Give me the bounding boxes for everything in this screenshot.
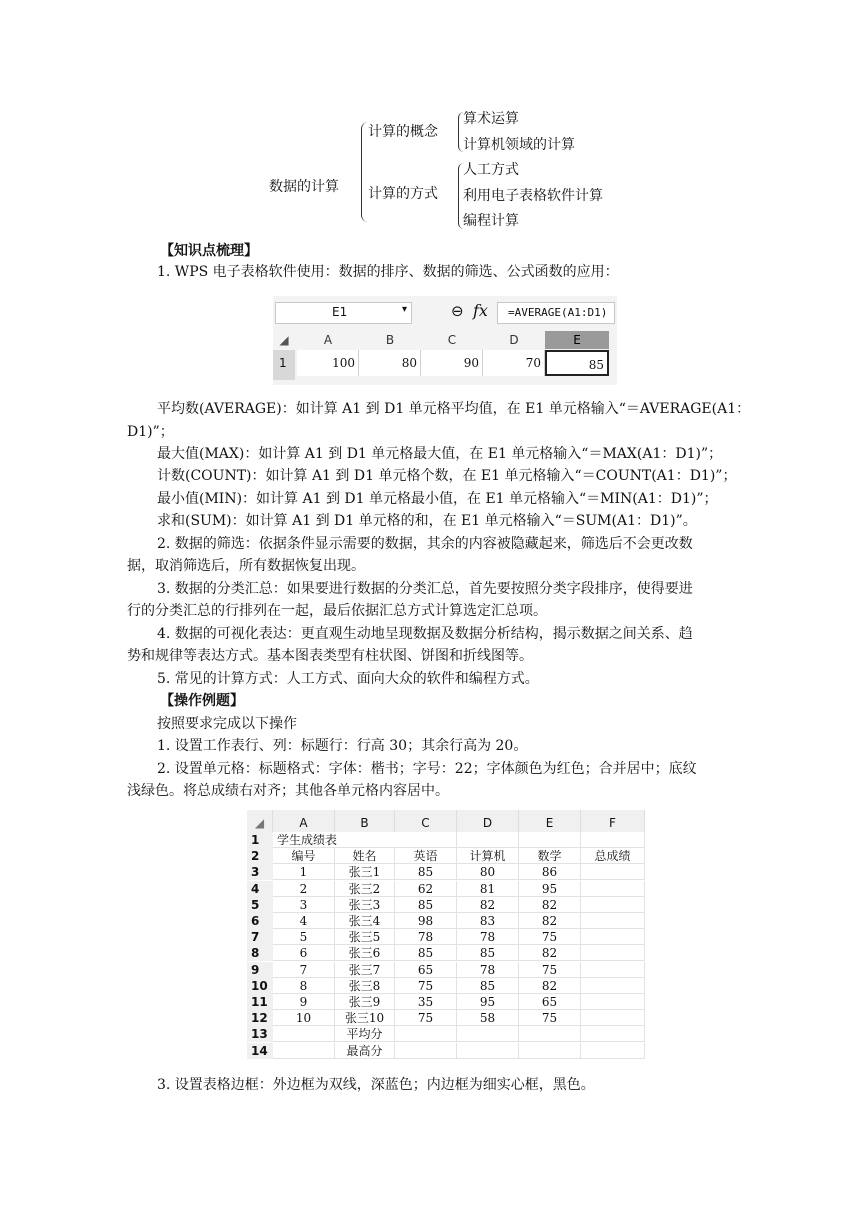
paragraph: 计数(COUNT)：如计算 A1 到 D1 单元格个数，在 E1 单元格输入“＝COUNT(A1：D1)”； [157,468,737,484]
table-cell[interactable]: 95 [519,881,581,897]
table-cell[interactable]: 85 [395,897,457,913]
column-header[interactable]: B [385,333,395,347]
function-icon[interactable]: fx [473,301,488,320]
table-cell[interactable]: 6 [273,945,335,961]
table-cell[interactable]: 78 [457,962,519,978]
table-cell[interactable] [581,913,645,929]
table-cell[interactable]: 85 [457,978,519,994]
max-label-cell[interactable]: 最高分 [335,1043,395,1059]
column-header[interactable]: A [273,810,335,832]
table-cell[interactable]: 75 [519,929,581,945]
paragraph: 2. 设置单元格：标题格式：字体：楷书；字号：22；字体颜色为红色；合并居中；底纹 [157,761,697,777]
empty-cell[interactable] [581,1026,645,1042]
row-header[interactable]: 11 [247,994,273,1010]
row-header[interactable]: 3 [247,864,273,880]
table-cell[interactable]: 62 [395,881,457,897]
empty-cell[interactable] [457,1026,519,1042]
table-cell[interactable] [581,897,645,913]
paragraph: 求和(SUM)：如计算 A1 到 D1 单元格的和，在 E1 单元格输入“＝SUM(A1：D1)”。 [157,513,697,529]
section-title-knowledge: 【知识点梳理】 [160,243,258,259]
table-cell[interactable]: 75 [519,1010,581,1026]
table-cell[interactable]: 81 [457,881,519,897]
table-cell[interactable]: 3 [273,897,335,913]
table-cell[interactable]: 82 [519,978,581,994]
mindmap-item: 算术运算 [463,111,519,127]
average-label-cell[interactable]: 平均分 [335,1026,395,1042]
paragraph: 3. 数据的分类汇总：如果要进行数据的分类汇总，首先要按照分类字段排序，使得要进 [157,581,693,597]
section-title-operation: 【操作例题】 [160,693,244,709]
row-header[interactable]: 7 [247,929,273,945]
empty-cell[interactable] [273,1043,335,1059]
empty-cell[interactable] [457,832,519,848]
table-cell[interactable]: 82 [519,945,581,961]
mindmap-item: 人工方式 [463,162,519,178]
mindmap-branch-method: 计算的方式 [368,186,438,202]
paragraph: D1)”； [127,424,174,440]
table-cell[interactable]: 张三8 [335,978,395,994]
table-cell[interactable]: 83 [457,913,519,929]
name-box[interactable] [275,302,412,324]
table-cell[interactable]: 82 [519,897,581,913]
table-cell[interactable] [581,929,645,945]
empty-cell[interactable] [273,1026,335,1042]
row-header[interactable]: 6 [247,913,273,929]
table-cell[interactable]: 75 [395,978,457,994]
table-cell[interactable]: 35 [395,994,457,1010]
spreadsheet-screenshot-2 [247,810,645,1066]
table-cell[interactable]: 1 [273,864,335,880]
column-header[interactable]: A [323,333,333,347]
column-header[interactable]: B [335,810,395,832]
paragraph: 平均数(AVERAGE)：如计算 A1 到 D1 单元格平均值，在 E1 单元格输入“＝AVERAGE(A1： [157,401,751,417]
table-cell[interactable]: 86 [519,864,581,880]
table-cell[interactable]: 张三10 [335,1010,395,1026]
table-cell[interactable]: 82 [457,897,519,913]
empty-cell[interactable] [395,832,457,848]
cell-e1[interactable]: 85 [545,350,609,376]
row-header[interactable]: 14 [247,1043,273,1059]
table-cell[interactable]: 78 [395,929,457,945]
column-header[interactable]: E [519,810,581,832]
table-cell[interactable]: 8 [273,978,335,994]
row-header[interactable]: 12 [247,1010,273,1026]
table-cell[interactable]: 2 [273,881,335,897]
table-cell[interactable]: 张三1 [335,864,395,880]
row-header[interactable]: 4 [247,881,273,897]
cell-b1[interactable]: 80 [359,350,421,376]
column-header[interactable]: E [545,331,609,349]
table-cell[interactable]: 7 [273,962,335,978]
table-cell[interactable]: 75 [395,1010,457,1026]
header-cell[interactable]: 计算机 [457,848,519,864]
formula-text: =AVERAGE(A1:D1) [508,306,608,319]
table-cell[interactable]: 65 [519,994,581,1010]
header-cell[interactable]: 编号 [273,848,335,864]
name-box-value: E1 [332,305,348,319]
empty-cell[interactable] [519,832,581,848]
header-cell[interactable]: 数学 [519,848,581,864]
paragraph: 5. 常见的计算方式：人工方式、面向大众的软件和编程方式。 [157,671,539,687]
table-cell[interactable] [581,945,645,961]
table-cell[interactable]: 张三2 [335,881,395,897]
header-cell[interactable]: 总成绩 [581,848,645,864]
row-header[interactable]: 2 [247,848,273,864]
table-cell[interactable]: 张三7 [335,962,395,978]
mindmap-item: 计算机领域的计算 [463,137,575,153]
sheet-title-cell[interactable]: 学生成绩表 [273,832,397,848]
mindmap-root-brace [361,122,368,222]
paragraph: 最小值(MIN)：如计算 A1 到 D1 单元格最小值，在 E1 单元格输入“＝MIN(A1：D1)”； [157,491,718,507]
table-cell[interactable]: 张三9 [335,994,395,1010]
empty-cell[interactable] [581,832,645,848]
table-cell[interactable] [581,1010,645,1026]
empty-cell[interactable] [519,1026,581,1042]
table-cell[interactable] [581,962,645,978]
empty-cell[interactable] [581,1043,645,1059]
empty-cell[interactable] [395,1026,457,1042]
paragraph: 3. 设置表格边框：外边框为双线，深蓝色；内边框为细实心框，黑色。 [157,1077,595,1093]
table-cell[interactable]: 85 [457,945,519,961]
row-header[interactable]: 8 [247,945,273,961]
table-cell[interactable]: 4 [273,913,335,929]
row-header[interactable]: 5 [247,897,273,913]
paragraph: 据，取消筛选后，所有数据恢复出现。 [127,558,365,574]
row-header[interactable]: 9 [247,962,273,978]
select-all-corner[interactable]: ◢ [279,333,289,347]
mindmap-branch-concept: 计算的概念 [368,124,438,140]
select-all-corner[interactable]: ◢ [247,810,273,832]
paragraph: 按照要求完成以下操作 [157,716,297,732]
table-cell[interactable]: 9 [273,994,335,1010]
column-header[interactable]: F [581,810,645,832]
row-header[interactable]: 13 [247,1026,273,1042]
header-cell[interactable]: 英语 [395,848,457,864]
table-cell[interactable] [581,864,645,880]
chevron-down-icon[interactable]: ▾ [401,304,407,315]
table-cell[interactable]: 5 [273,929,335,945]
cell-a1[interactable]: 100 [297,350,359,376]
empty-cell[interactable] [519,1043,581,1059]
paragraph: 2. 数据的筛选：依据条件显示需要的数据，其余的内容被隐藏起来，筛选后不会更改数 [157,536,693,552]
table-cell[interactable]: 张三3 [335,897,395,913]
empty-cell[interactable] [395,1043,457,1059]
paragraph: 最大值(MAX)：如计算 A1 到 D1 单元格最大值，在 E1 单元格输入“＝MAX(A1：D1)”； [157,446,723,462]
table-cell[interactable]: 98 [395,913,457,929]
table-cell[interactable]: 80 [457,864,519,880]
mindmap-root: 数据的计算 [269,179,339,195]
table-cell[interactable]: 95 [457,994,519,1010]
paragraph: 行的分类汇总的行排列在一起，最后依据汇总方式计算选定汇总项。 [127,603,547,619]
paragraph: 1. WPS 电子表格软件使用：数据的排序、数据的筛选、公式函数的应用： [157,264,619,280]
table-cell[interactable] [581,881,645,897]
paragraph: 1. 设置工作表行、列：标题行：行高 30；其余行高为 20。 [157,738,528,754]
row-header[interactable]: 1 [273,350,295,380]
table-cell[interactable]: 10 [273,1010,335,1026]
row-header[interactable]: 10 [247,978,273,994]
cell-d1[interactable]: 70 [483,350,545,376]
table-cell[interactable]: 82 [519,913,581,929]
table-cell[interactable]: 张三6 [335,945,395,961]
spreadsheet-screenshot-1 [273,296,617,385]
column-header[interactable]: D [457,810,519,832]
table-cell[interactable]: 78 [457,929,519,945]
table-cell[interactable] [581,978,645,994]
table-cell[interactable]: 张三4 [335,913,395,929]
column-header[interactable]: C [395,810,457,832]
row-header[interactable]: 1 [247,832,273,848]
paragraph: 势和规律等表达方式。基本图表类型有柱状图、饼图和折线图等。 [127,648,533,664]
cell-c1[interactable]: 90 [421,350,483,376]
mindmap-item: 编程计算 [463,213,519,229]
formula-bar[interactable] [497,302,615,324]
mindmap-item: 利用电子表格软件计算 [463,188,603,204]
header-cell[interactable]: 姓名 [335,848,395,864]
empty-cell[interactable] [457,1043,519,1059]
column-header[interactable]: C [447,333,457,347]
table-cell[interactable] [581,994,645,1010]
paragraph: 4. 数据的可视化表达：更直观生动地呈现数据及数据分析结构，揭示数据之间关系、趋 [157,626,693,642]
table-cell[interactable]: 张三5 [335,929,395,945]
table-cell[interactable]: 75 [519,962,581,978]
paragraph: 浅绿色。将总成绩右对齐；其他各单元格内容居中。 [127,783,449,799]
table-cell[interactable]: 58 [457,1010,519,1026]
table-cell[interactable]: 85 [395,945,457,961]
column-header[interactable]: D [509,333,519,347]
zoom-icon[interactable]: ⊖ [451,302,464,320]
table-cell[interactable]: 65 [395,962,457,978]
table-cell[interactable]: 85 [395,864,457,880]
